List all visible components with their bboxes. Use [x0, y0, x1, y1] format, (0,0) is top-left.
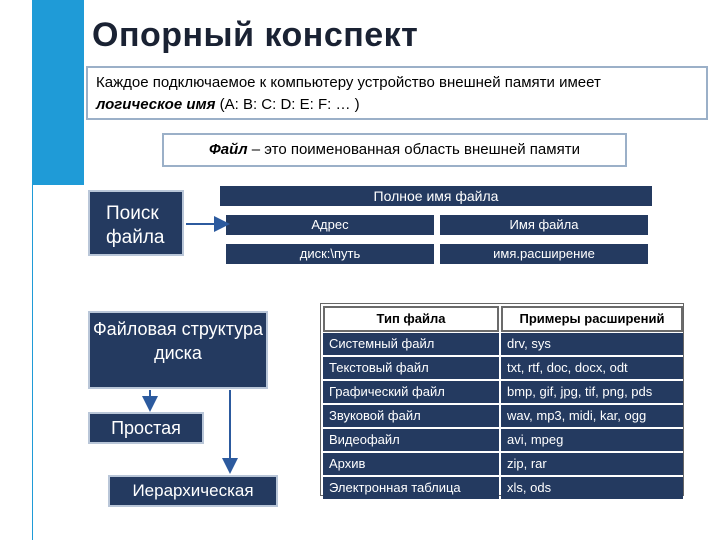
search-file-label: Поиск файла — [88, 190, 184, 256]
intro-text: Каждое подключаемое к компьютеру устройство внешней памяти имеет — [96, 74, 601, 91]
path-format: диск:\путь — [226, 244, 434, 264]
table-cell-type: Архив — [323, 453, 499, 475]
table-cell-extensions: drv, sys — [501, 333, 683, 355]
full-name-header: Полное имя файла — [220, 186, 652, 206]
definition-text: – это поименованная область внешней памяти — [247, 141, 580, 158]
hierarchical-structure-label: Иерархическая — [108, 475, 278, 507]
page-title: Опорный конспект — [92, 16, 419, 54]
table-cell-type: Звуковой файл — [323, 405, 499, 427]
table-cell-type: Графический файл — [323, 381, 499, 403]
table-cell-extensions: bmp, gif, jpg, tif, png, pds — [501, 381, 683, 403]
table-cell-type: Системный файл — [323, 333, 499, 355]
table-cell-extensions: avi, mpeg — [501, 429, 683, 451]
table-cell-type: Видеофайл — [323, 429, 499, 451]
definition-term: Файл — [209, 141, 248, 158]
intro-tail: (A: B: C: D: E: F: … ) — [215, 96, 360, 113]
file-structure-label: Файловая структура диска — [88, 311, 268, 389]
intro-logical-name: логическое имя — [96, 96, 216, 113]
table-cell-extensions: zip, rar — [501, 453, 683, 475]
table-header-extensions: Примеры расширений — [501, 306, 683, 332]
table-cell-type: Электронная таблица — [323, 477, 499, 499]
table-cell-type: Текстовый файл — [323, 357, 499, 379]
table-cell-extensions: txt, rtf, doc, docx, odt — [501, 357, 683, 379]
file-name-label: Имя файла — [440, 215, 648, 235]
table-header-type: Тип файла — [323, 306, 499, 332]
name-extension-format: имя.расширение — [440, 244, 648, 264]
simple-structure-label: Простая — [88, 412, 204, 444]
table-cell-extensions: xls, ods — [501, 477, 683, 499]
table-cell-extensions: wav, mp3, midi, kar, ogg — [501, 405, 683, 427]
address-label: Адрес — [226, 215, 434, 235]
